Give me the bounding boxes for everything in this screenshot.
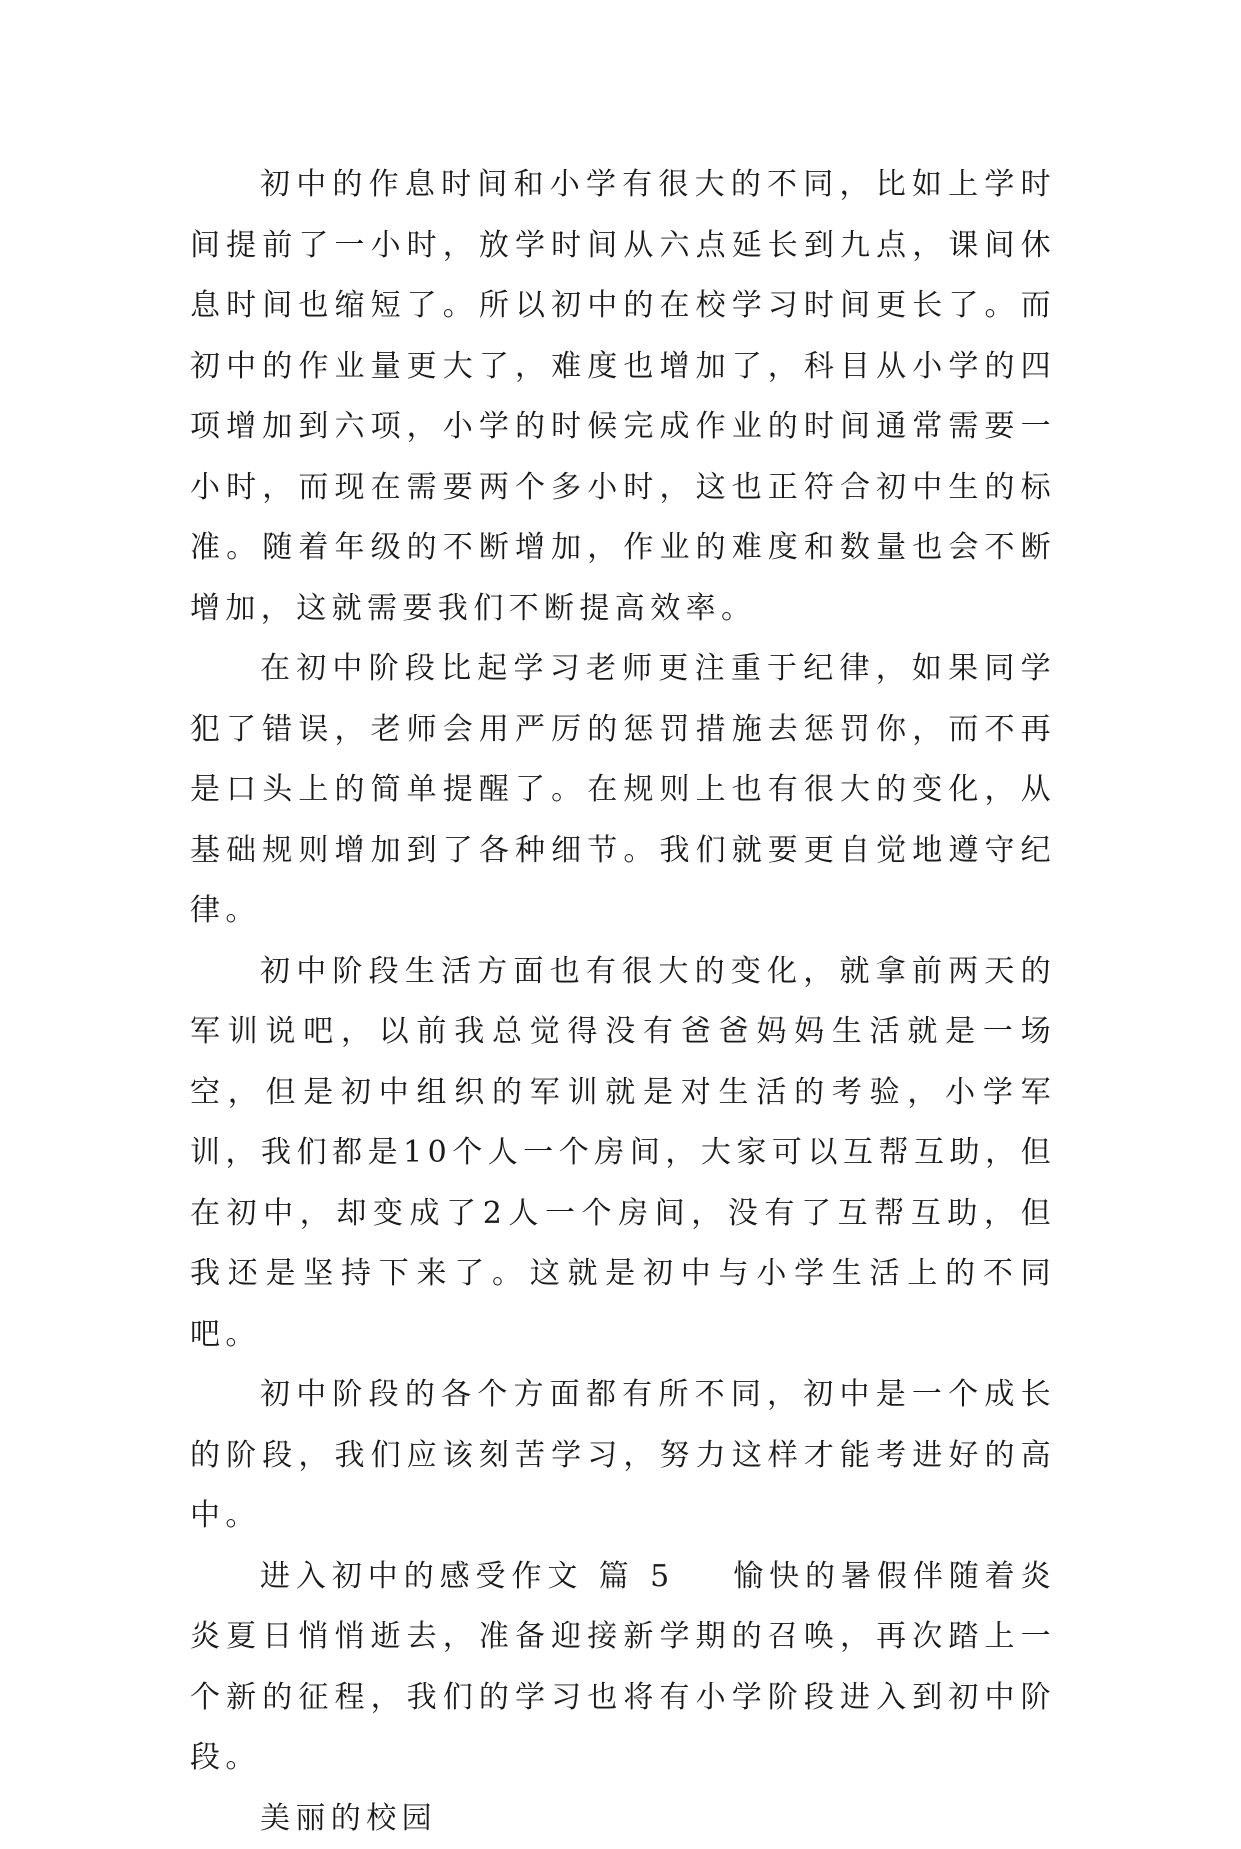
section-paragraph	[190, 1547, 1056, 1789]
paragraph-conclusion: 初中阶段的各个方面都有所不同，初中是一个成长的阶段，我们应该刻苦学习，努力这样才能考进好的高中。	[190, 1365, 1056, 1547]
section-title: 进入初中的感受作文 篇 5	[260, 1559, 675, 1594]
paragraph-discipline: 在初中阶段比起学习老师更注重于纪律，如果同学犯了错误，老师会用严厉的惩罚措施去惩罚你，而不再是口头上的简单提醒了。在规则上也有很大的变化，从基础规则增加到了各种细节。我们就要更自觉地遵守纪律。	[190, 639, 1056, 942]
section-body: 愉快的暑假伴随着炎炎夏日悄悄逝去，准备迎接新学期的召唤，再次踏上一个新的征程，我们的学习也将有小学阶段进入到初中阶段。	[190, 1559, 1056, 1776]
paragraph-schedule: 初中的作息时间和小学有很大的不同，比如上学时间提前了一小时，放学时间从六点延长到九点，课间休息时间也缩短了。所以初中的在校学习时间更长了。而初中的作业量更大了，难度也增加了，科目从小学的四项增加到六项，小学的时候完成作业的时间通常需要一小时，而现在需要两个多小时，这也正符合初中生的标准。随着年级的不断增加，作业的难度和数量也会不断增加，这就需要我们不断提高效率。	[190, 155, 1056, 639]
paragraph-military-training: 初中阶段生活方面也有很大的变化，就拿前两天的军训说吧，以前我总觉得没有爸爸妈妈生活就是一场空，但是初中组织的军训就是对生活的考验，小学军训，我们都是10个人一个房间，大家可以互帮互助，但在初中，却变成了2人一个房间，没有了互帮互助，但我还是坚持下来了。这就是初中与小学生活上的不同吧。	[190, 942, 1056, 1366]
text-column	[190, 155, 1056, 1849]
subheading-campus: 美丽的校园	[190, 1789, 1056, 1849]
